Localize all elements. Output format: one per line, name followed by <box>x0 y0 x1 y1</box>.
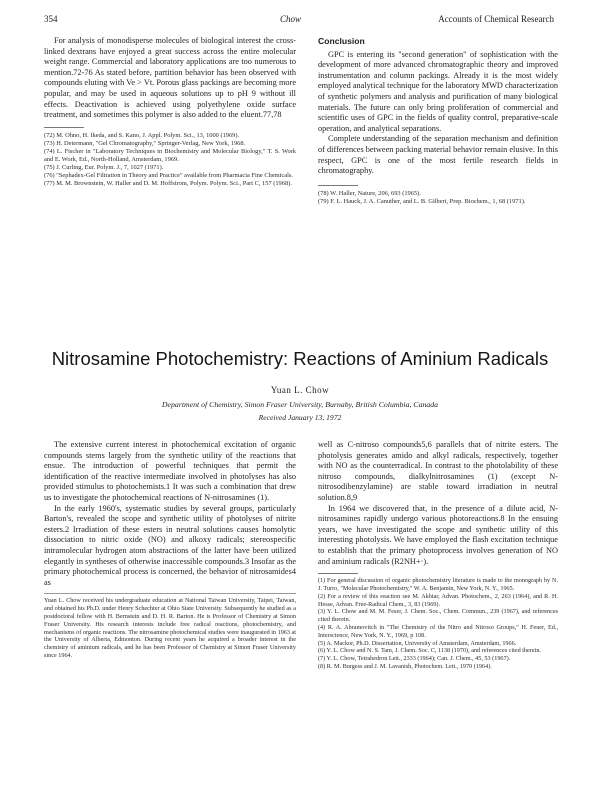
footnote: (75) J. Curling, Eur. Polym. J., 7, 1027 (1971). <box>44 164 164 172</box>
footnote: (78) W. Haller, Nature, 206, 693 (1965). <box>318 189 421 197</box>
footnote: (7) Y. L. Chow, Tetrahedron Lett., 2333 (1964); Can. J. Chem., 45, 53 (1967). <box>318 655 511 663</box>
footnote: (4) R. A. Abramovitch in "The Chemistry of the Nitro and Nitroso Groups," H. Feuer, Ed., Interscience, New York, N. Y., 1969, p 108. <box>318 623 558 639</box>
upper-right-column <box>318 36 558 206</box>
gpc-analysis-paragraph: For analysis of monodisperse molecules of biological interest the cross-linked dextrans have enjoyed a great success across the entire molecular weight range. Commercial and laboratory applications are too numerous to mention.72-76 As stated before, partition behavior has been observed with compounds eluting with Ve > Vt. Porous glass packings are becoming more popular, and may be used in aqueous solutions up to pH 9 without ill effects. Deactivation is achieved using polyethylene oxide surface treatment, and sometimes this polymer is also added to the eluent.77,78 <box>44 36 296 120</box>
body-paragraph: well as C-nitroso compounds5,6 parallels that of nitrite esters. The photolysis generates amido and alkyl radicals, respectively, together with NO as the counterradical. In contrast to the photolability of these nitroso compounds, dialkylnitrosamines (1) (except N-nitrosodibenzylamine) are stable toward irradiation in neutral solution.8,9 <box>318 440 558 502</box>
body-paragraph: In 1964 we discovered that, in the presence of a dilute acid, N-nitrosamines rapidly undergo various photoreactions.8 In the ensuing years, we have investigated the scope and synthetic utility of this interesting photolysis. We have employed the flash excitation technique to establish that the primary photoprocess involves generation of NO and aminium radicals (R2NH+·). <box>318 503 558 566</box>
page-number: 354 <box>44 14 58 24</box>
upper-left-footnotes <box>44 132 296 189</box>
article-affiliation: Department of Chemistry, Simon Fraser University, Burnaby, British Columbia, Canada <box>161 400 439 409</box>
conclusion-heading: Conclusion <box>318 36 365 46</box>
article-title: Nitrosamine Photochemistry: Reactions of Aminium Radicals <box>51 348 549 369</box>
footnote: (77) M. M. Brownstein, W. Haller and D. M. Hoffstrom, Polym. Polym. Sci., Part C, 157 (1968). <box>44 180 292 188</box>
footnote-rule <box>318 185 358 186</box>
footnote: (74) L. Fischer in "Laboratory Techniques in Biochemistry and Molecular Biology," T. S. Work and E. Work, Ed., North-Holland, Amsterdam, 1969. <box>44 147 296 164</box>
footnote: (8) R. M. Burgess and J. M. Lavanish, Photochem. Lett., 1970 (1964). <box>318 662 492 670</box>
body-left-column <box>44 440 296 660</box>
conclusion-paragraph: Complete understanding of the separation mechanism and definition of differences between packing material behavior remain elusive. In this respect, GPC is one of the most fertile research fields in chromatography. <box>318 134 558 176</box>
footnote: (76) "Sephadex-Gel Filtration in Theory and Practice" available from Pharmacia Fine Chemicals. <box>44 172 293 180</box>
footnote: (72) M. Ohno, H. Ikeda, and S. Kano, J. Appl. Polym. Sci., 13, 1000 (1969). <box>44 131 240 139</box>
footnote: (79) F. L. Hauck, J. A. Canuther, and L. B. Gilbert, Prep. Biochem., 1, 68 (1971). <box>318 197 526 205</box>
received-date: Received January 13, 1972 <box>258 413 342 422</box>
footnote: (5) A. Mackor, Ph.D. Dissertation, University of Amsterdam, Amsterdam, 1966. <box>318 639 517 647</box>
journal-name: Accounts of Chemical Research <box>438 14 554 24</box>
footnote: (1) For general discussion of organic photochemistry literature is made to the monograph by N. J. Turro, "Molecular Photochemistry," W. A. Benjamin, New York, N. Y., 1965. <box>318 577 558 592</box>
conclusion-paragraph: GPC is entering its "second generation" of sophistication with the development of more advanced chromatographic theory and improved instrumentation and column packings. Already it is the most widely employed analytical technique for the laboratory MWD characterization of synthetic polymers and analysis and purification of many biological materials. The future can only bring proliferation of commercial and scientific uses of GPC in the fields of quality control, preparative-scale operation, and analytical separations. <box>318 49 558 133</box>
upper-right-footnotes <box>318 190 558 206</box>
article-author: Yuan L. Chow <box>270 385 330 395</box>
footnote-rule <box>318 573 358 574</box>
body-paragraph: In the early 1960's, systematic studies by several groups, particularly Barton's, revealed the scope and synthetic utility of photolyses of nitrite esters.2 Irradiation of these esters in neutral solutions causes homolytic dissociation to nitric oxide (NO) and alkoxy radicals; stereospecific intramolecular hydrogen atom abstractions of the latter have been utilized elegantly in syntheses of otherwise inaccessible compounds.3 Insofar as the primary photochemical process is concerned, the behavior of nitrosamides4 as <box>44 503 296 587</box>
footnote: (2) For a review of this reaction see M. Akhtar, Advan. Photochem., 2, 263 (1964), and R. H. Hesse, Advan. Free-Radical Chem., 3, 83 (1969). <box>318 592 558 608</box>
footnote: (73) H. Determann, "Gel Chromatography," Springer-Verlag, New York, 1968. <box>44 139 246 147</box>
upper-left-column <box>44 36 296 188</box>
body-paragraph: The extensive current interest in photochemical excitation of organic compounds stems largely from the synthetic utility of the reactions that ensue. The introduction of powerful techniques that permit the identification of the reactive intermediate involved in photolyses has also provided stimulus to photochemists.1 It was such a combination that drew us to investigate the photochemical reactions of N-nitrosamines (1). <box>44 440 296 502</box>
footnote: (3) Y. L. Chow and M. M. Feser, J. Chem. Soc., Chem. Commun., 239 (1967), and references cited therein. <box>318 608 558 624</box>
body-right-footnotes <box>318 577 558 671</box>
footnote-rule <box>44 127 84 128</box>
footnote: (6) Y. L. Chow and N. S. Tam, J. Chem. Soc. C, 1138 (1970), and references cited therein. <box>318 647 541 655</box>
running-author: Chow <box>280 14 302 24</box>
body-right-column <box>318 440 558 671</box>
author-biography: Yuan L. Chow received his undergraduate education at National Taiwan University, Taipei, Taiwan, and obtained his Ph.D. under Henry Schechter at Ohio State University. Subsequently he studied as a postdoctoral fellow with H. Bernstein and D. H. R. Barton. He is Professor of Chemistry at Simon Fraser University. His research interests include free radical reactions, photochemistry, and mechanisms of organic reactions. The nitrosamine photochemical studies were inaugurated in 1963 at the University of Alberta, Edmonton. During recent years he acquired a broader interest in the chemistry of aminium radicals, and he has been Professor of Chemistry at Simon Fraser University since 1964. <box>44 597 296 659</box>
bio-rule <box>44 593 296 594</box>
